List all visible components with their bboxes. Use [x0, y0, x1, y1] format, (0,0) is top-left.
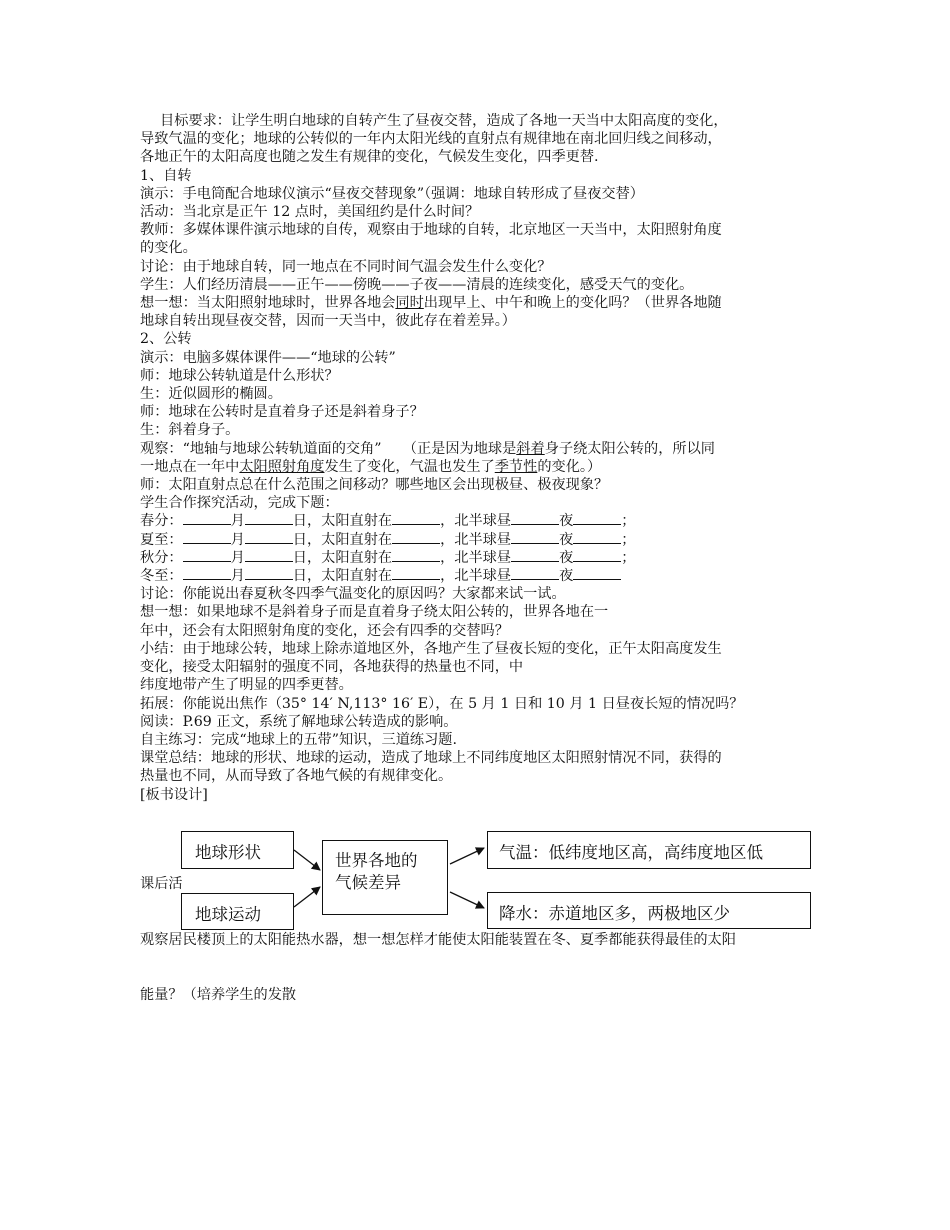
- underlined-word: 同时: [395, 295, 424, 312]
- paragraph: 课堂总结：地球的形状、地球的运动，造成了地球上不同纬度地区太阳照射情况不同，获得的: [140, 750, 722, 767]
- covered-line: 观察居民楼顶上的太阳能热水器，想一想怎样才能使太阳能装置在冬、夏季都能获得最佳的太阳: [140, 931, 736, 948]
- fill-word: 夜: [559, 549, 574, 566]
- blank-line: [392, 549, 440, 562]
- paragraph: 小结：由于地球公转，地球上除赤道地区外，各地产生了昼夜长短的变化，正午太阳高度发生: [140, 640, 722, 657]
- blank-line: [511, 567, 559, 580]
- fill-word: 日，太阳直射在: [292, 513, 393, 530]
- blank-line: [511, 512, 559, 525]
- paragraph: 拓展：你能说出焦作（35° 14′ N,113° 16′ E），在 5 月 1 日和 10 月 1 日昼夜长短的情况吗？: [140, 695, 744, 712]
- observe-text: 发生了变化，气温也发生了: [324, 458, 495, 475]
- box-earth-shape: [181, 831, 294, 869]
- paragraph: 活动：当北京是正午 12 点时，美国纽约是什么时间？: [140, 204, 480, 221]
- fill-row: [140, 567, 812, 585]
- observe-text: 观察：“地轴与地球公转轨道面的交角” （正是因为地球是: [140, 440, 517, 457]
- paragraph: 师：地球在公转时是直着身子还是斜着身子？: [140, 404, 424, 421]
- fill-row-end: ；: [621, 513, 636, 530]
- paragraph: [140, 294, 812, 312]
- blank-line: [183, 567, 231, 580]
- fill-row-end: ；: [621, 549, 636, 566]
- paragraph: 师：地球公转轨道是什么形状？: [140, 367, 339, 384]
- paragraph: [140, 458, 812, 476]
- paragraph: 热量也不同，从而导致了各地气候的有规律变化。: [140, 768, 453, 785]
- observe-text: 的变化。）: [537, 458, 602, 475]
- paragraph: 演示：电脑多媒体课件——“地球的公转”: [140, 349, 396, 366]
- box-label: 地球形状: [195, 843, 261, 862]
- fill-row-label: 冬至：: [140, 568, 183, 585]
- fill-word: 月: [230, 549, 245, 566]
- blank-line: [183, 549, 231, 562]
- blank-line: [392, 512, 440, 525]
- fill-row: [140, 549, 812, 567]
- fill-row-label: 秋分：: [140, 549, 183, 566]
- underlined-word: 季节性: [494, 458, 538, 475]
- fill-word: 夜: [559, 568, 574, 585]
- paragraph: 演示：手电筒配合地球仪演示“昼夜交替现象”（强调：地球自转形成了昼夜交替）: [140, 185, 644, 202]
- lesson-text: [140, 112, 812, 804]
- paragraph: 自主练习：完成“地球上的五带”知识，三道练习题.: [140, 731, 457, 748]
- paragraph: 讨论：你能说出春夏秋冬四季气温变化的原因吗？大家都来试一试。: [140, 586, 566, 603]
- paragraph: 学生：人们经历清晨——正午——傍晚——子夜——清晨的连续变化，感受天气的变化。: [140, 276, 694, 293]
- think-text-rest: 出现早上、中午和晚上的变化吗？（世界各地随: [423, 295, 722, 312]
- observe-text: 一地点在一年中: [140, 458, 240, 475]
- paragraph: 目标要求：让学生明白地球的自转产生了昼夜交替，造成了各地一天当中太阳高度的变化，: [160, 113, 728, 129]
- underlined-word: 斜着: [516, 440, 545, 457]
- covered-line: 能量？（培养学生的发散: [140, 987, 297, 1003]
- fill-word: ，北半球昼: [440, 513, 512, 530]
- fill-word: 月: [230, 513, 245, 530]
- think-text: 想一想：当太阳照射地球时，世界各地会: [140, 295, 396, 312]
- box-label: 降水：赤道地区多，两极地区少: [499, 904, 730, 923]
- blank-line: [392, 567, 440, 580]
- blank-line: [245, 531, 293, 544]
- blank-line: [511, 531, 559, 544]
- blank-line: [573, 567, 621, 580]
- box-label: 世界各地的: [335, 851, 418, 870]
- paragraph: 想一想：如果地球不是斜着身子而是直着身子绕太阳公转的，世界各地在一: [140, 604, 609, 621]
- fill-word: 夜: [559, 531, 574, 548]
- blank-line: [245, 512, 293, 525]
- box-label: 气候差异: [335, 873, 401, 892]
- paragraph: 年中，还会有太阳照射角度的变化，还会有四季的交替吗？: [140, 622, 509, 639]
- box-climate-difference: [322, 840, 448, 915]
- fill-word: 日，太阳直射在: [292, 531, 393, 548]
- section-heading: [板书设计]: [140, 786, 208, 803]
- box-earth-motion: [181, 893, 294, 930]
- covered-line: 课后活: [140, 876, 183, 892]
- paragraph: 各地正午的太阳高度也随之发生有规律的变化，气候发生变化，四季更替.: [140, 149, 599, 166]
- paragraph: 的变化。: [140, 240, 197, 257]
- fill-word: 日，太阳直射在: [292, 549, 393, 566]
- fill-word: ，北半球昼: [440, 531, 512, 548]
- blank-line: [573, 512, 621, 525]
- blank-line: [573, 549, 621, 562]
- fill-word: 月: [230, 531, 245, 548]
- fill-row-label: 春分：: [140, 513, 183, 530]
- fill-row-end: ；: [621, 531, 636, 548]
- blank-line: [245, 567, 293, 580]
- paragraph: 导致气温的变化；地球的公转似的一年内太阳光线的直射点有规律地在南北回归线之间移动，: [140, 131, 722, 148]
- paragraph: 教师：多媒体课件演示地球的自传，观察由于地球的自转，北京地区一天当中，太阳照射角度: [140, 222, 722, 239]
- fill-word: 夜: [559, 513, 574, 530]
- section-heading: 2、公转: [140, 331, 192, 348]
- blank-line: [245, 549, 293, 562]
- fill-word: ，北半球昼: [440, 549, 512, 566]
- box-label: 地球运动: [195, 905, 261, 924]
- paragraph: 变化，接受太阳辐射的强度不同，各地获得的热量也不同，中: [140, 659, 524, 676]
- box-precipitation: [487, 892, 811, 929]
- box-temperature: [487, 831, 811, 869]
- paragraph: 生：斜着身子。: [140, 422, 240, 439]
- blank-line: [573, 531, 621, 544]
- observe-text: 身子绕太阳公转的，所以同: [544, 440, 715, 457]
- section-heading: 1、自转: [140, 167, 192, 184]
- paragraph: 地球自转出现昼夜交替，因而一天当中，彼此存在着差异。）: [140, 313, 516, 330]
- blank-line: [392, 531, 440, 544]
- underlined-word: 太阳照射角度: [239, 458, 325, 475]
- fill-word: ，北半球昼: [440, 568, 512, 585]
- blank-line: [183, 531, 231, 544]
- paragraph: 阅读：P.69 正文，系统了解地球公转造成的影响。: [140, 713, 458, 730]
- fill-row: [140, 512, 812, 530]
- blank-line: [183, 512, 231, 525]
- paragraph: 师：太阳直射点总在什么范围之间移动？哪些地区会出现极昼、极夜现象？: [140, 477, 609, 494]
- paragraph: 纬度地带产生了明显的四季更替。: [140, 677, 353, 694]
- blank-line: [511, 549, 559, 562]
- fill-word: 月: [230, 568, 245, 585]
- fill-row: [140, 531, 812, 549]
- paragraph: 学生合作探究活动，完成下题：: [140, 495, 339, 512]
- fill-row-label: 夏至：: [140, 531, 183, 548]
- paragraph: [140, 440, 812, 458]
- paragraph: 讨论：由于地球自转，同一地点在不同时间气温会发生什么变化？: [140, 258, 552, 275]
- paragraph: 生：近似圆形的椭圆。: [140, 386, 282, 403]
- fill-word: 日，太阳直射在: [292, 568, 393, 585]
- box-label: 气温：低纬度地区高，高纬度地区低: [499, 843, 763, 862]
